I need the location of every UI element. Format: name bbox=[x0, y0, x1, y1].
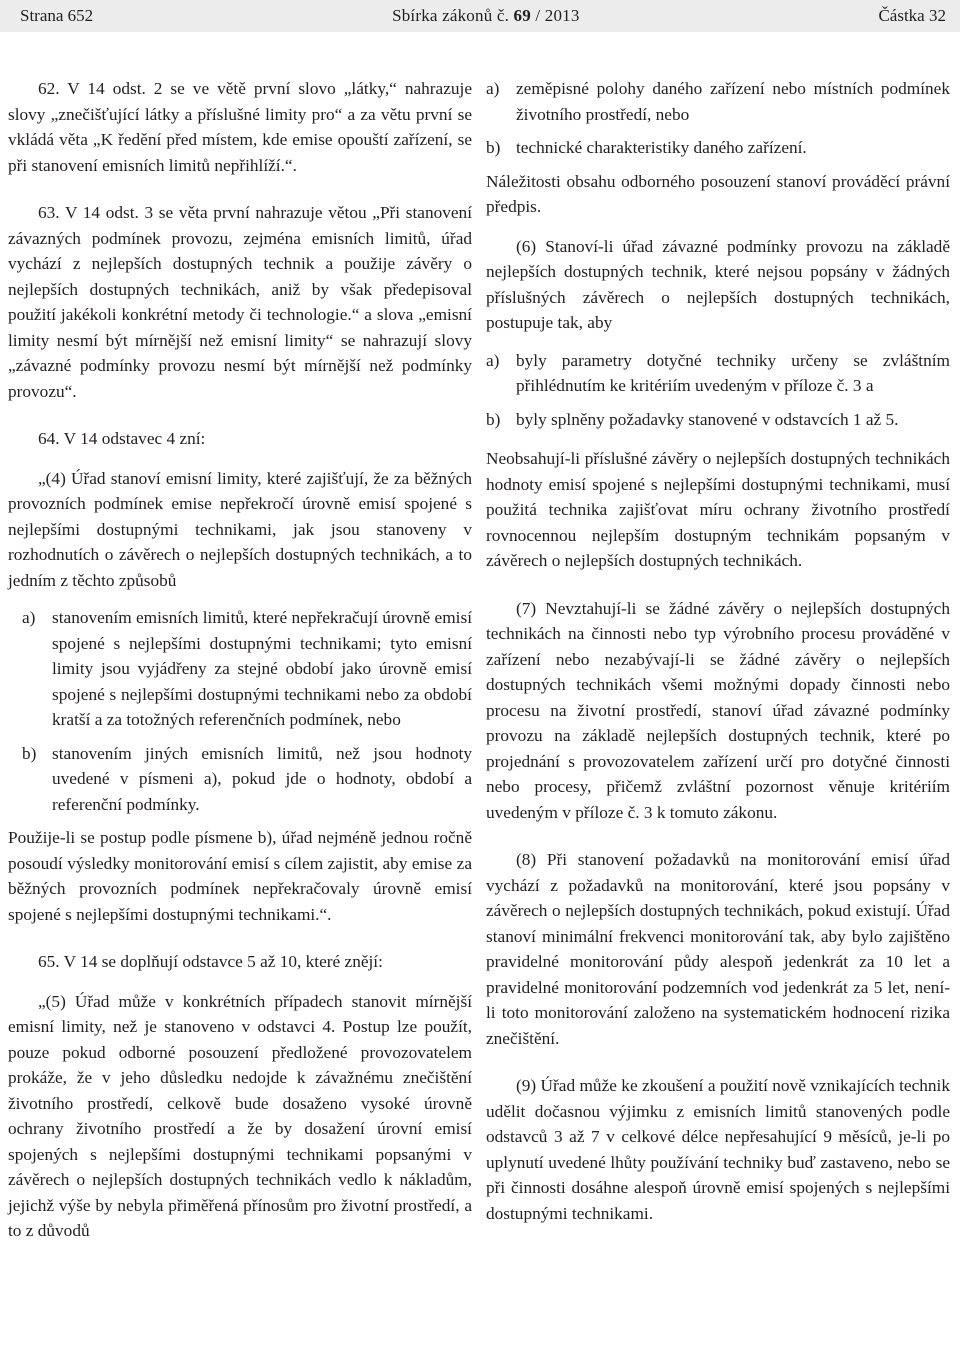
amendment-64: 64. V 14 odstavec 4 zní: bbox=[38, 429, 206, 448]
list-item bbox=[22, 741, 472, 818]
amendment-64-tail: Použije-li se postup podle písmene b), úřad nejméně jednou ročně posoudí výsledky monitorování emisí s cílem zajistit, aby emise za běžných provozních podmínek nepřekračovaly úrovně emisí spojené s nejlepšími dostupnými technikami.“. bbox=[8, 828, 472, 924]
page-number: Strana 652 bbox=[20, 6, 94, 25]
list-item bbox=[486, 348, 950, 399]
amendment-64-list bbox=[22, 605, 472, 817]
list-item-text: stanovením emisních limitů, které nepřekračují úrovně emisí spojené s nejlepšími dostupnými technikami; tyto emisní limity jsou vyjádřeny za stejné období jako úrovně emisí spojené s nejlepšími dostupnými technikami nebo za období kratší a za totožných referenčních podmínek, nebo bbox=[52, 608, 472, 729]
list-item bbox=[22, 605, 472, 733]
list-item-label: a) bbox=[486, 350, 500, 370]
collection-title bbox=[392, 6, 579, 26]
reasons-list bbox=[486, 76, 950, 161]
list-item bbox=[486, 135, 950, 161]
list-item-label: b) bbox=[486, 138, 501, 157]
paragraph-nalezitosti: Náležitosti obsahu odborného posouzení stanoví prováděcí právní předpis. bbox=[486, 171, 950, 216]
list-item bbox=[486, 407, 950, 433]
paragraph-neobsahuji: Neobsahují-li příslušné závěry o nejlepších dostupných technikách hodnoty emisí spojené s nejlepšími dostupnými technikami, musí použitá technika zajišťovat míru ochrany životního prostředí rovnocennou nejlepším dostupným technikám popsaným v závěrech o nejlepších dostupných technikách. bbox=[486, 449, 950, 570]
list-item bbox=[486, 76, 950, 127]
page-header bbox=[0, 0, 960, 32]
amendment-62: 62. V 14 odst. 2 se ve větě první slovo „látky,“ nahrazuje slovy „znečišťující látky a příslušné limity pro“ a za větu první se vkládá věta „K ředění před místem, kde emise opouští zařízení, se při stanovení emisních limitů nepřihlíží.“. bbox=[8, 79, 472, 175]
list-item-text: zeměpisné polohy daného zařízení nebo místních podmínek životního prostředí, nebo bbox=[516, 79, 950, 124]
paragraph-8: (8) Při stanovení požadavků na monitorování emisí úřad vychází z požadavků na monitorování, které jsou popsány v závěrech o nejlepších dostupných technikách, pokud existují. Úřad stanoví minimální frekvenci monitorování tak, aby bylo zajištěno pravidelné monitorování půdy alespoň jedenkrát za 10 let a pravidelné monitorování podzemních vod jedenkrát za 5 let, není-li toto monitorování založeno na systematickém hodnocení rizika znečištění. bbox=[486, 850, 950, 1048]
right-column bbox=[486, 76, 950, 1244]
page-body bbox=[0, 32, 960, 1244]
collection-prefix: Sbírka zákonů č. bbox=[392, 6, 510, 25]
issue-year: / 2013 bbox=[535, 6, 580, 25]
list-item-label: b) bbox=[22, 743, 37, 763]
list-item-text: stanovením jiných emisních limitů, než jsou hodnoty uvedené v písmeni a), pokud jde o hodnoty, období a referenční podmínky. bbox=[52, 743, 472, 814]
paragraph-7: (7) Nevztahují-li se žádné závěry o nejlepších dostupných technikách na činnosti nebo typ výrobního procesu prováděné v zařízení nebo nezabývají-li se žádné závěry o nejlepších dostupných technikách všemi možnými dopady činnosti nebo procesu na životní prostředí, stanoví úřad závazné podmínky provozu na základě nejlepších dostupných technik, které po projednání s provozovatelem zařízení určí pro dotyčné činnosti nebo procesy, přičemž zvláštní pozornost věnuje kritériím uvedeným v příloze č. 3 k tomuto zákonu. bbox=[486, 598, 950, 822]
list-item-text: technické charakteristiky daného zařízení. bbox=[516, 138, 807, 157]
part-number: Částka 32 bbox=[878, 6, 946, 25]
paragraph-6-list bbox=[486, 348, 950, 433]
amendment-63: 63. V 14 odst. 3 se věta první nahrazuje větou „Při stanovení závazných podmínek provozu, zejména emisních limitů, úřad vychází z nejlepších dostupných technik a použije závěry o nejlepších dostupných technikách, aniž by však předepisoval použití jakékoli konkrétní metody či technologie.“ a slova „emisní limity nesmí být mírnější než emisní limity“ se nahrazují slovy „závazné podmínky provozu nesmí být mírnější než podmínky provozu“. bbox=[8, 203, 472, 401]
left-column bbox=[8, 76, 472, 1244]
list-item-label: b) bbox=[486, 409, 501, 429]
list-item-text: byly parametry dotyčné techniky určeny se zvláštním přihlédnutím ke kritériím uvedeným v příloze č. 3 a bbox=[516, 350, 950, 395]
paragraph-9: (9) Úřad může ke zkoušení a použití nově vznikajících technik udělit dočasnou výjimku z emisních limitů stanovených podle odstavců 3 až 7 v celkové délce nepřesahující 9 měsíců, je-li po uplynutí uvedené lhůty používání techniky buď zastaveno, nebo se při činnosti dosáhne alespoň úrovně emisí spojených s nejlepšími dostupnými technikami. bbox=[486, 1076, 950, 1223]
list-item-text: byly splněny požadavky stanovené v odstavcích 1 až 5. bbox=[516, 409, 899, 429]
list-item-label: a) bbox=[486, 79, 500, 98]
amendment-64-text: „(4) Úřad stanoví emisní limity, které zajišťují, že za běžných provozních podmínek emise nepřekročí úrovně emisí spojené s nejlepšími dostupnými technikami, jak jsou stanoveny v rozhodnutích o závěrech o nejlepších dostupných technikách, a to jedním z těchto způsobů bbox=[8, 468, 472, 590]
issue-number: 69 bbox=[513, 6, 531, 25]
amendment-65: 65. V 14 se doplňují odstavce 5 až 10, které znějí: bbox=[38, 952, 383, 971]
amendment-65-text: „(5) Úřad může v konkrétních případech stanovit mírnější emisní limity, než je stanoveno v odstavci 4. Postup lze použít, pouze pokud odborné posouzení předložené provozovatelem prokáže, že v jeho důsledku nedojde k závažnému znečištění životního prostředí, celkově bude dosaženo vysoké úrovně ochrany životního prostředí a že by dosažení úrovní emisí spojených s nejlepšími dostupnými technikami popsanými v závěrech o nejlepších dostupných technikách vedlo k nákladům, jejichž výše by nebyla přiměřená přínosům pro životní prostředí, a to z důvodů bbox=[8, 991, 472, 1240]
list-item-label: a) bbox=[22, 608, 36, 627]
paragraph-6: (6) Stanoví-li úřad závazné podmínky provozu na základě nejlepších dostupných technik, které nejsou popsány v žádných příslušných závěrech o nejlepších dostupných technikách, postupuje tak, aby bbox=[486, 236, 950, 332]
